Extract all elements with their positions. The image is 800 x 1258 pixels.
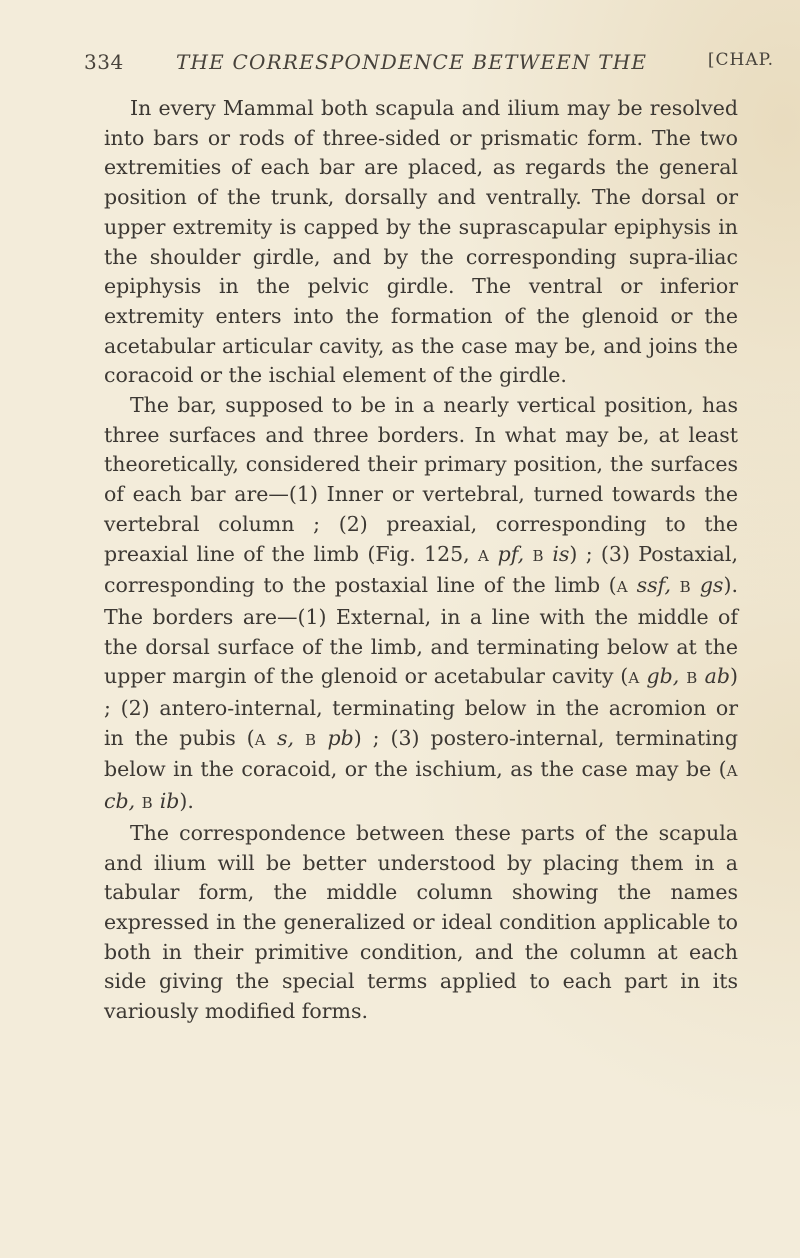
paragraph-2-part-4: ) ; (2) antero-internal, terminating below in the acromion or in the pubis ( — [104, 664, 738, 750]
figure-ref-label: cb, — [104, 789, 136, 814]
figure-ref-b: B — [679, 578, 692, 597]
running-header — [84, 50, 774, 80]
paragraph-2-part-5: ) ; (3) postero-internal, terminating below in the coracoid, or the ischium, as the case may be ( — [104, 725, 738, 782]
paragraph-2-part-2: ) ; (3) Postaxial, corresponding to the postaxial line of the limb ( — [104, 541, 738, 598]
figure-ref-label: gs — [699, 573, 724, 598]
figure-ref-label: ab — [704, 664, 730, 689]
paragraph-2-part-1: The bar, supposed to be in a nearly vertical position, has three surfaces and three borders. In what may be, at least theoretically, considered their primary position, the surfaces of each bar are—(1) Inner or vertebral, turned towards the vertebral column ; (2) preaxial, corresponding to the preaxial line of the limb (Fig. 125, — [104, 393, 738, 566]
figure-ref-b: B — [686, 669, 698, 688]
figure-ref-a: A — [628, 669, 640, 688]
page-number: 334 — [84, 50, 124, 74]
figure-ref-label: gb, — [646, 664, 680, 689]
paragraph-2-part-6: ). — [179, 789, 194, 814]
figure-ref-label: ssf, — [636, 573, 672, 598]
figure-ref-b: B — [141, 794, 154, 813]
figure-ref-a: A — [616, 578, 629, 597]
figure-ref-label: pf, — [497, 541, 525, 566]
figure-ref-b: B — [304, 730, 317, 749]
figure-ref-a: A — [478, 546, 490, 565]
figure-ref-a: A — [726, 762, 738, 781]
body-text — [104, 94, 738, 1027]
figure-ref-label: pb — [327, 725, 354, 750]
figure-ref-label: ib — [159, 789, 180, 814]
paragraph-2 — [104, 391, 738, 819]
running-title: THE CORRESPONDENCE BETWEEN THE — [176, 50, 648, 74]
paragraph-1: In every Mammal both scapula and ilium may be resolved into bars or rods of three-sided or prismatic form. The two extremities of each bar are placed, as regards the general position of the trunk, dorsally and ventrally. The dorsal or upper extremity is capped by the suprascapular epiphysis in the shoulder girdle, and by the corresponding supra-iliac epiphysis in the pelvic girdle. The ventral or inferior extremity enters into the formation of the glenoid or the acetabular articular cavity, as the case may be, and joins the coracoid or the ischial element of the girdle. — [104, 96, 738, 388]
paragraph-2-part-3: ). The borders are—(1) External, in a line with the middle of the dorsal surface of the limb, and terminating below at the upper margin of the glenoid or acetabular cavity ( — [104, 573, 738, 689]
figure-ref-b: B — [532, 546, 545, 565]
figure-ref-label: s, — [276, 725, 295, 750]
figure-ref-a: A — [254, 730, 267, 749]
paragraph-3: The correspondence between these parts of the scapula and ilium will be better understood by placing them in a tabular form, the middle column showing the names expressed in the generalized or ideal condition applicable to both in their primitive condition, and the column at each side giving the special terms applied to each part in its variously modified forms. — [104, 820, 738, 1024]
chapter-mark: [CHAP. — [707, 50, 774, 70]
figure-ref-label: is — [552, 541, 570, 566]
